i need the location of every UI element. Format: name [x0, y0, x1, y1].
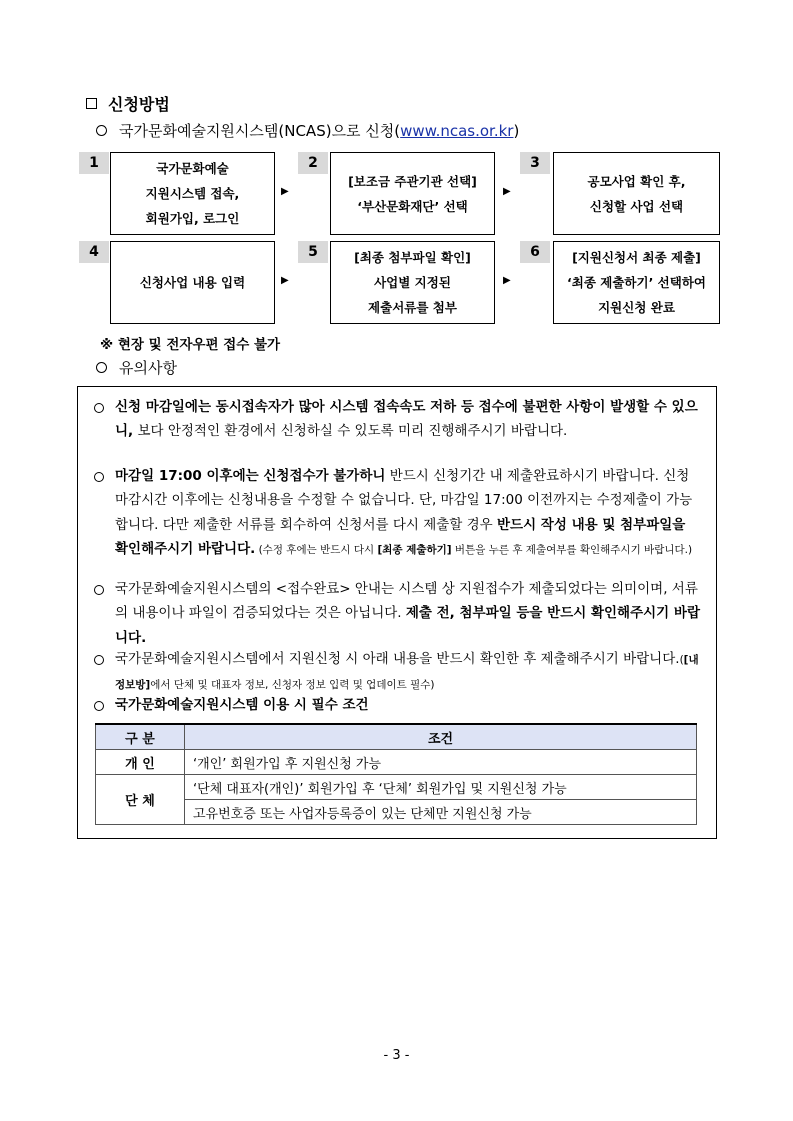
- row-condition: ‘단체 대표자(개인)’ 회원가입 후 ‘단체’ 회원가입 및 지원신청 가능: [185, 775, 697, 800]
- step-box-5: [최종 첨부파일 확인] 사업별 지정된 제출서류를 첨부: [330, 241, 495, 324]
- table-row: [96, 775, 697, 800]
- table-header: 구 분: [96, 724, 185, 750]
- circle-bullet-icon: [94, 472, 104, 482]
- note-item: 국가문화예술지원시스템의 <접수완료> 안내는 시스템 상 지원접수가 제출되었다는 의미이며, 서류의 내용이나 파일이 검증되었다는 것은 아닙니다. 제출 전, 첨부파일 등을 반드시 확인해주시기 바랍니다.: [88, 577, 703, 650]
- arrow-right-icon: ▶: [503, 275, 511, 286]
- note-item: 신청 마감일에는 동시접속자가 많아 시스템 접속속도 저하 등 접수에 불편한 사항이 발생할 수 있으니, 보다 안정적인 환경에서 신청하실 수 있도록 미리 진행해주시기 바랍니다.: [88, 395, 703, 444]
- circle-bullet-icon: [94, 403, 104, 413]
- warning-note: ※ 현장 및 전자우편 접수 불가: [100, 337, 281, 353]
- step-number: 2: [298, 152, 328, 174]
- step-box-6: [지원신청서 최종 제출] ‘최종 제출하기’ 선택하여 지원신청 완료: [553, 241, 720, 324]
- step-number: 4: [79, 241, 109, 263]
- conditions-table: [95, 723, 697, 825]
- step-box-2: [보조금 주관기관 선택] ‘부산문화재단’ 선택: [330, 152, 495, 235]
- row-label: 단 체: [96, 775, 185, 825]
- note-item: 국가문화예술지원시스템에서 지원신청 시 아래 내용을 반드시 확인한 후 제출해주시기 바랍니다.([내 정보방]에서 단체 및 대표자 정보, 신청자 정보 입력 및 업데이트 필수): [88, 647, 703, 698]
- circle-bullet-icon: [96, 125, 107, 136]
- circle-bullet-icon: [94, 655, 104, 665]
- step-box-3: 공모사업 확인 후, 신청할 사업 선택: [553, 152, 720, 235]
- table-header-row: [96, 724, 697, 750]
- section-title: 신청방법: [86, 92, 170, 115]
- note-item: 국가문화예술지원시스템 이용 시 필수 조건: [88, 693, 703, 717]
- step-number: 5: [298, 241, 328, 263]
- step-number: 3: [520, 152, 550, 174]
- apply-method-line: 국가문화예술지원시스템(NCAS)으로 신청( www.ncas.or.kr ): [96, 120, 519, 141]
- step-number: 6: [520, 241, 550, 263]
- arrow-right-icon: ▶: [281, 275, 289, 286]
- row-condition: ‘개인’ 회원가입 후 지원신청 가능: [185, 750, 697, 775]
- table-row: [96, 800, 697, 825]
- arrow-right-icon: ▶: [281, 186, 289, 197]
- note-item: 마감일 17:00 이후에는 신청접수가 불가하니 반드시 신청기간 내 제출완료하시기 바랍니다. 신청 마감시간 이후에는 신청내용을 수정할 수 없습니다. 단, 마감일 17:00 이전까지는 수정제출이 가능합니다. 다만 제출한 서류를 회수하여 신청서를 다시 제출할 경우 반드시 작성 내용 및 첨부파일을 확인해주시기 바랍니다. (수정 후에는 반드시 다시 [최종 제출하기] 버튼을 누른 후 제출여부를 확인해주시기 바랍니다.): [88, 464, 703, 562]
- notice-box: [77, 386, 717, 839]
- notes-title: 유의사항: [96, 357, 177, 378]
- table-header: 조건: [185, 724, 697, 750]
- row-label: 개 인: [96, 750, 185, 775]
- circle-bullet-icon: [96, 362, 107, 373]
- row-condition: 고유번호증 또는 사업자등록증이 있는 단체만 지원신청 가능: [185, 800, 697, 825]
- step-box-1: 국가문화예술 지원시스템 접속, 회원가입, 로그인: [110, 152, 275, 235]
- square-bullet-icon: [86, 98, 97, 109]
- circle-bullet-icon: [94, 585, 104, 595]
- step-number: 1: [79, 152, 109, 174]
- circle-bullet-icon: [94, 701, 104, 711]
- table-row: [96, 750, 697, 775]
- step-box-4: 신청사업 내용 입력: [110, 241, 275, 324]
- ncas-link[interactable]: www.ncas.or.kr: [400, 121, 514, 140]
- arrow-right-icon: ▶: [503, 186, 511, 197]
- page-number: - 3 -: [383, 1048, 410, 1063]
